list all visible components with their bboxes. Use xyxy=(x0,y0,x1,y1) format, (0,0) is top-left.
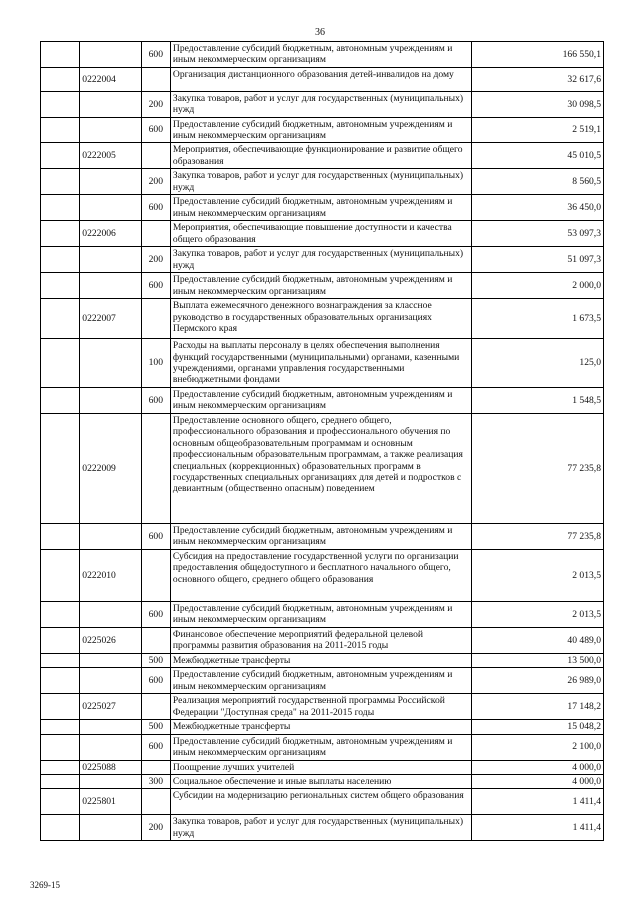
amount-cell: 2 100,0 xyxy=(472,734,604,760)
item-name-cell: Поощрение лучших учителей xyxy=(170,760,471,774)
blank-cell xyxy=(41,760,80,774)
amount-cell: 2 519,1 xyxy=(472,117,604,143)
expense-type-cell: 600 xyxy=(141,195,170,221)
target-code-cell xyxy=(80,720,141,734)
document-code: 3269-15 xyxy=(30,880,60,890)
target-code-cell xyxy=(80,195,141,221)
item-name-cell: Субсидия на предоставление государственной услуги по организации предоставления общедоступного и бесплатного начального общего, основного общего, среднего общего образования xyxy=(170,549,471,601)
amount-cell: 77 235,8 xyxy=(472,523,604,549)
target-code-cell xyxy=(80,815,141,841)
expense-type-cell xyxy=(141,694,170,720)
amount-cell: 1 411,4 xyxy=(472,789,604,815)
item-name-cell: Предоставление субсидий бюджетным, автономным учреждениям и иным некоммерческим организациям xyxy=(170,601,471,627)
item-name-cell: Мероприятия, обеспечивающие функционирование и развитие общего образования xyxy=(170,143,471,169)
target-code-cell: 0222006 xyxy=(80,221,141,247)
expense-type-cell: 200 xyxy=(141,247,170,273)
expense-type-cell: 200 xyxy=(141,815,170,841)
target-code-cell: 0225088 xyxy=(80,760,141,774)
expense-type-cell xyxy=(141,413,170,523)
target-code-cell xyxy=(80,774,141,788)
amount-cell: 36 450,0 xyxy=(472,195,604,221)
blank-cell xyxy=(41,143,80,169)
amount-cell: 166 550,1 xyxy=(472,42,604,68)
amount-cell: 17 148,2 xyxy=(472,694,604,720)
expense-type-cell: 600 xyxy=(141,734,170,760)
blank-cell xyxy=(41,169,80,195)
item-name-cell: Предоставление субсидий бюджетным, автономным учреждениям и иным некоммерческим организациям xyxy=(170,734,471,760)
blank-cell xyxy=(41,734,80,760)
table-row xyxy=(41,387,604,413)
expense-type-cell xyxy=(141,221,170,247)
item-name-cell: Реализация мероприятий государственной программы Российской Федерации "Доступная среда" на 2011-2015 годы xyxy=(170,694,471,720)
target-code-cell: 0222004 xyxy=(80,67,141,91)
table-row xyxy=(41,221,604,247)
expense-type-cell: 200 xyxy=(141,91,170,117)
table-row xyxy=(41,299,604,339)
table-row xyxy=(41,653,604,667)
expense-type-cell xyxy=(141,67,170,91)
item-name-cell: Закупка товаров, работ и услуг для государственных (муниципальных) нужд xyxy=(170,815,471,841)
item-name-cell: Выплата ежемесячного денежного вознаграждения за классное руководство в государственных образовательных организациях Пермского края xyxy=(170,299,471,339)
expense-type-cell: 600 xyxy=(141,523,170,549)
page-number: 36 xyxy=(315,27,325,38)
table-row xyxy=(41,734,604,760)
table-row xyxy=(41,339,604,388)
table-row xyxy=(41,67,604,91)
amount-cell: 13 500,0 xyxy=(472,653,604,667)
target-code-cell: 0222010 xyxy=(80,549,141,601)
item-name-cell: Организация дистанционного образования детей-инвалидов на дому xyxy=(170,67,471,91)
item-name-cell: Предоставление субсидий бюджетным, автономным учреждениям и иным некоммерческим организациям xyxy=(170,387,471,413)
expense-type-cell: 300 xyxy=(141,774,170,788)
target-code-cell xyxy=(80,339,141,388)
target-code-cell xyxy=(80,387,141,413)
table-row xyxy=(41,247,604,273)
blank-cell xyxy=(41,601,80,627)
expense-type-cell: 600 xyxy=(141,42,170,68)
target-code-cell: 0222007 xyxy=(80,299,141,339)
table-row xyxy=(41,42,604,68)
blank-cell xyxy=(41,339,80,388)
blank-cell xyxy=(41,653,80,667)
blank-cell xyxy=(41,195,80,221)
amount-cell: 2 000,0 xyxy=(472,273,604,299)
blank-cell xyxy=(41,523,80,549)
item-name-cell: Предоставление субсидий бюджетным, автономным учреждениям и иным некоммерческим организациям xyxy=(170,117,471,143)
target-code-cell xyxy=(80,668,141,694)
table-row xyxy=(41,815,604,841)
item-name-cell: Мероприятия, обеспечивающие повышение доступности и качества общего образования xyxy=(170,221,471,247)
amount-cell: 53 097,3 xyxy=(472,221,604,247)
target-code-cell: 0225026 xyxy=(80,627,141,653)
table-row xyxy=(41,694,604,720)
table-row xyxy=(41,549,604,601)
table-row xyxy=(41,720,604,734)
table-row xyxy=(41,273,604,299)
expense-type-cell: 100 xyxy=(141,339,170,388)
target-code-cell xyxy=(80,91,141,117)
item-name-cell: Предоставление субсидий бюджетным, автономным учреждениям и иным некоммерческим организациям xyxy=(170,42,471,68)
blank-cell xyxy=(41,413,80,523)
amount-cell: 51 097,3 xyxy=(472,247,604,273)
blank-cell xyxy=(41,67,80,91)
expense-type-cell: 600 xyxy=(141,387,170,413)
expense-type-cell: 600 xyxy=(141,273,170,299)
blank-cell xyxy=(41,247,80,273)
blank-cell xyxy=(41,720,80,734)
item-name-cell: Закупка товаров, работ и услуг для государственных (муниципальных) нужд xyxy=(170,169,471,195)
blank-cell xyxy=(41,774,80,788)
blank-cell xyxy=(41,387,80,413)
item-name-cell: Расходы на выплаты персоналу в целях обеспечения выполнения функций государственными (муниципальными) органами, казенными учреждениями, органами управления государственными внебюджетными фондами xyxy=(170,339,471,388)
amount-cell: 1 673,5 xyxy=(472,299,604,339)
amount-cell: 26 989,0 xyxy=(472,668,604,694)
item-name-cell: Закупка товаров, работ и услуг для государственных (муниципальных) нужд xyxy=(170,91,471,117)
blank-cell xyxy=(41,668,80,694)
target-code-cell xyxy=(80,734,141,760)
amount-cell: 45 010,5 xyxy=(472,143,604,169)
item-name-cell: Межбюджетные трансферты xyxy=(170,720,471,734)
table-row xyxy=(41,601,604,627)
item-name-cell: Предоставление субсидий бюджетным, автономным учреждениям и иным некоммерческим организациям xyxy=(170,273,471,299)
target-code-cell: 0222005 xyxy=(80,143,141,169)
item-name-cell: Предоставление субсидий бюджетным, автономным учреждениям и иным некоммерческим организациям xyxy=(170,523,471,549)
amount-cell: 40 489,0 xyxy=(472,627,604,653)
target-code-cell xyxy=(80,601,141,627)
item-name-cell: Финансовое обеспечение мероприятий федеральной целевой программы развития образования на 2011-2015 годы xyxy=(170,627,471,653)
blank-cell xyxy=(41,299,80,339)
blank-cell xyxy=(41,549,80,601)
item-name-cell: Предоставление основного общего, среднего общего, профессионального образования и профессионального обучения по основным общеобразовательным программам и основным профессиональным образовательным программам, а также реализация специальных (коррекционных) образовательных программ в государственных специальных организациях для детей и подростков с девиантным (общественно опасным) поведением xyxy=(170,413,471,523)
expense-type-cell xyxy=(141,299,170,339)
target-code-cell: 0222009 xyxy=(80,413,141,523)
budget-table xyxy=(40,41,604,841)
blank-cell xyxy=(41,273,80,299)
expense-type-cell: 200 xyxy=(141,169,170,195)
table-row xyxy=(41,627,604,653)
amount-cell: 30 098,5 xyxy=(472,91,604,117)
item-name-cell: Межбюджетные трансферты xyxy=(170,653,471,667)
target-code-cell xyxy=(80,42,141,68)
item-name-cell: Предоставление субсидий бюджетным, автономным учреждениям и иным некоммерческим организациям xyxy=(170,668,471,694)
blank-cell xyxy=(41,91,80,117)
expense-type-cell xyxy=(141,627,170,653)
table-row xyxy=(41,195,604,221)
amount-cell: 1 548,5 xyxy=(472,387,604,413)
target-code-cell: 0225801 xyxy=(80,789,141,815)
target-code-cell xyxy=(80,247,141,273)
target-code-cell: 0225027 xyxy=(80,694,141,720)
table-row xyxy=(41,668,604,694)
expense-type-cell: 600 xyxy=(141,117,170,143)
amount-cell: 1 411,4 xyxy=(472,815,604,841)
table-row xyxy=(41,143,604,169)
table-row xyxy=(41,523,604,549)
amount-cell: 2 013,5 xyxy=(472,549,604,601)
expense-type-cell xyxy=(141,789,170,815)
amount-cell: 32 617,6 xyxy=(472,67,604,91)
table-row xyxy=(41,774,604,788)
target-code-cell xyxy=(80,523,141,549)
expense-type-cell: 500 xyxy=(141,653,170,667)
amount-cell: 4 000,0 xyxy=(472,760,604,774)
blank-cell xyxy=(41,221,80,247)
amount-cell: 15 048,2 xyxy=(472,720,604,734)
blank-cell xyxy=(41,815,80,841)
expense-type-cell xyxy=(141,143,170,169)
blank-cell xyxy=(41,694,80,720)
table-row xyxy=(41,413,604,523)
amount-cell: 8 560,5 xyxy=(472,169,604,195)
table-row xyxy=(41,117,604,143)
amount-cell: 125,0 xyxy=(472,339,604,388)
blank-cell xyxy=(41,627,80,653)
target-code-cell xyxy=(80,169,141,195)
item-name-cell: Закупка товаров, работ и услуг для государственных (муниципальных) нужд xyxy=(170,247,471,273)
item-name-cell: Субсидии на модернизацию региональных систем общего образования xyxy=(170,789,471,815)
amount-cell: 2 013,5 xyxy=(472,601,604,627)
target-code-cell xyxy=(80,117,141,143)
item-name-cell: Социальное обеспечение и иные выплаты населению xyxy=(170,774,471,788)
target-code-cell xyxy=(80,653,141,667)
expense-type-cell: 500 xyxy=(141,720,170,734)
amount-cell: 77 235,8 xyxy=(472,413,604,523)
expense-type-cell xyxy=(141,549,170,601)
expense-type-cell: 600 xyxy=(141,668,170,694)
blank-cell xyxy=(41,117,80,143)
item-name-cell: Предоставление субсидий бюджетным, автономным учреждениям и иным некоммерческим организациям xyxy=(170,195,471,221)
amount-cell: 4 000,0 xyxy=(472,774,604,788)
blank-cell xyxy=(41,42,80,68)
table-row xyxy=(41,169,604,195)
table-row xyxy=(41,91,604,117)
table-row xyxy=(41,789,604,815)
blank-cell xyxy=(41,789,80,815)
budget-table-body xyxy=(41,42,604,841)
target-code-cell xyxy=(80,273,141,299)
expense-type-cell xyxy=(141,760,170,774)
table-row xyxy=(41,760,604,774)
expense-type-cell: 600 xyxy=(141,601,170,627)
